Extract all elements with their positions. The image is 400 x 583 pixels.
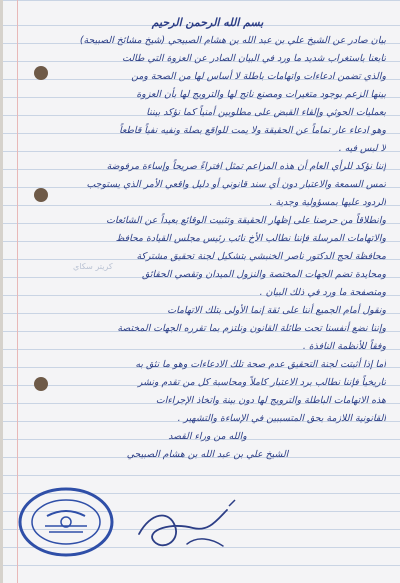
letter-line: القانونية اللازمة بحق المتسببين في الإساءة والتشهير . xyxy=(177,413,386,424)
letter-line: بعمليات الحوثي وإلقاء القبض على مطلوبين أمنياً كما نؤكد بيننا xyxy=(146,107,386,118)
letter-paragraphs xyxy=(29,50,386,428)
letter-title: بيان صادر عن الشيخ علي بن عبد الله بن هشام الصبيحي (شيخ مشائخ الصبيحة) xyxy=(79,35,386,46)
letter-line: وفقاً للأنظمة النافذة . xyxy=(302,341,386,352)
letter-line: وإننا نضع أنفسنا تحت طائلة القانون ونلتزم بما تقرره الجهات المختصة xyxy=(117,323,386,334)
letter-line: تابعنا باستغراب شديد ما ورد في البيان الصادر عن العزوة التي طالت xyxy=(122,53,386,64)
letter-line: وهو ادعاء عار تماماً عن الحقيقة ولا يمت للواقع بصلة ونفيه نفياً قاطعاً xyxy=(119,125,386,136)
official-stamp xyxy=(17,486,115,558)
letter-line: والاتهامات المرسلة فإننا نطالب الأخ نائب رئيس مجلس القيادة محافظ xyxy=(115,233,386,244)
letter-line: ومتصفحة ما ورد في ذلك البيان . xyxy=(259,287,386,298)
handwritten-signature xyxy=(131,492,241,562)
letter-line: تمس السمعة والاعتبار دون أي سند قانوني أو دليل واقعي الأمر الذي يستوجب xyxy=(86,179,386,190)
letter-line: لا لبس فيه . xyxy=(338,143,386,154)
letter-line: بينها الزعم بوجود متغيرات ومصنع ناتج لها والترويج لها بأن العزوة xyxy=(136,89,386,100)
letter-line: ونقول أمام الجميع أننا على ثقة إنما الأولى بتلك الاتهامات xyxy=(167,305,386,316)
letter-body xyxy=(29,14,386,464)
closing-line: والله من وراء القصد xyxy=(168,431,247,442)
letter-line: أما إذا أثبتت لجنة التحقيق عدم صحة تلك الادعاءات وهو ما نثق به xyxy=(135,359,386,370)
signatory-name: الشيخ علي بن عبد الله بن هشام الصبيحي xyxy=(126,449,289,460)
letter-line: إننا نؤكد للرأي العام أن هذه المزاعم تمثل افتراءً صريحاً وإساءة مرفوضة xyxy=(106,161,386,172)
basmala: بسم الله الرحمن الرحيم xyxy=(151,16,264,29)
letter-line: هذه الاتهامات الباطلة والترويج لها دون بينة واتخاذ الإجراءات xyxy=(155,395,386,406)
letter-line: محافظة لحج الدكتور ناصر الخنبشي بتشكيل لجنة تحقيق مشتركة xyxy=(136,251,386,262)
letter-line: تاريخياً فإننا نطالب برد الاعتبار كاملاً ومحاسبة كل من تقدم ونشر xyxy=(137,377,386,388)
letter-line: وانطلاقاً من حرصنا على إظهار الحقيقة وتثبيت الوقائع بعيداً عن الشائعات xyxy=(106,215,386,226)
watermark xyxy=(73,262,113,272)
letter-line: والذي تضمن ادعاءات واتهامات باطلة لا أساس لها من الصحة ومن xyxy=(131,71,386,82)
watermark-brand: كريتر سكاي xyxy=(73,262,113,271)
letter-line: الردود عليها بمسؤولية وجدية . xyxy=(269,197,386,208)
letter-line: ومحايدة تضم الجهات المختصة والنزول الميدان وتقصي الحقائق xyxy=(142,269,386,280)
